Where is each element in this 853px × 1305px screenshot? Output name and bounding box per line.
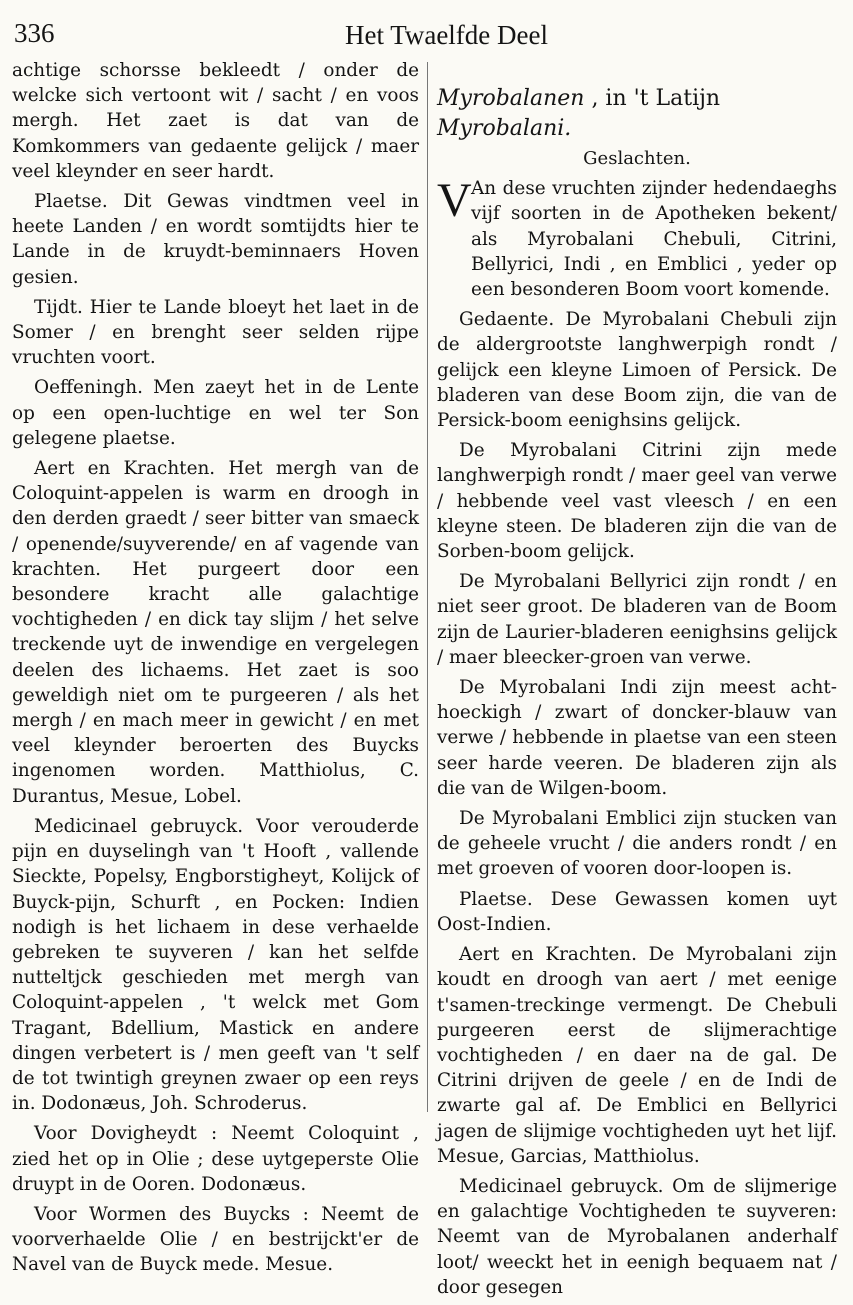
right-paragraph: Gedaente. De Myrobalani Chebuli zijn de aldergrootste langhwerpigh rondt / gelijck een kleyne Limoen of Persick. De bladeren van dese Boom zijn, die van de Persick-boom eenighsins gelijck. [437,309,837,432]
title-latin-word: Myrobalani. [437,116,572,141]
first-paragraph [437,176,837,302]
title-latin-italic: Myrobalanen [437,86,585,111]
right-paragraph: Aert en Krachten. De Myrobalani zijn koudt en droogh van aert / met eenige t'samen-treckinge vermengt. De Chebuli purgeeren eerst de slijmerachtige vochtigheden / en daer na de gal. De Citrini drijven de geele / en de Indi de zwarte gal af. De Emblici en Bellyrici jagen de slijmige vochtigheden uyt het lijf. Mesue, Garcias, Matthiolus. [437,944,837,1167]
left-paragraph: Oeffeningh. Men zaeyt het in de Lente op een open-luchtige en wel ter Son gelegene plaetse. [12,377,419,449]
subheading: Geslachten. [583,148,691,169]
running-title: Het Twaelfde Deel [344,20,548,50]
column-divider [427,62,428,1112]
left-paragraph: achtige schorsse bekleedt / onder de welcke sich vertoont wit / sacht / en voos mergh. Het zaet is dat van de Komkommers van gedaente gelijck / maer veel kleynder en seer hardt. [12,60,419,182]
left-column [12,58,419,1283]
right-paragraph: De Myrobalani Emblici zijn stucken van de geheele vrucht / die anders rondt / en met groeven of vooren door-loopen is. [437,808,837,880]
right-column [437,58,837,1305]
right-paragraph: Plaetse. Dese Gewassen komen uyt Oost-Indien. [437,888,837,935]
left-paragraph: Tijdt. Hier te Lande bloeyt het laet in de Somer / en brenght seer selden rijpe vruchten voort. [12,296,419,369]
right-paragraph: Medicinael gebruyck. Om de slijmerige en galachtige Vochtigheden te suyveren: Neemt van de Myrobalanen anderhalf loot/ weeckt het in eenigh bequaem nat / door gesegen [437,1175,837,1298]
left-paragraph: Voor Wormen des Buycks : Neemt de voorverhaelde Olie / en bestrijckt'er de Navel van de Buyck mede. Mesue. [12,1203,419,1276]
left-paragraph: Aert en Krachten. Het mergh van de Coloquint-appelen is warm en droogh in den derden graedt / seer bitter van smaeck / openende/suyverende/ en af vagende van krachten. Het purgeert door een besondere kracht alle galachtige vochtigheden / en dick tay slijm / het selve treckende uyt de inwendige en vergelegen deelen des lichaems. Het zaet is soo geweldigh niet om te purgeeren / als het mergh / en mach meer in gewicht / en met veel kleynder beroerten des Buycks ingenomen worden. Matthiolus, C. Durantus, Mesue, Lobel. [12,458,419,807]
title-rest: , in 't Latijn [591,86,721,111]
right-paragraph: De Myrobalani Citrini zijn mede langhwerpigh rondt / maer geel van verwe / hebbende veel vast vleesch / en een kleyne steen. De bladeren zijn die van de Sorben-boom gelijck. [437,440,837,563]
right-paragraph: De Myrobalani Bellyrici zijn rondt / en niet seer groot. De bladeren van de Boom zijn de Laurier-bladeren eenighsins gelijck / maer bleecker-groen van verwe. [437,571,837,668]
first-paragraph-text: An dese vruchten zijnder hedendaeghs vijf soorten in de Apotheken bekent/ als Myrobalani Chebuli, Citrini, Bellyrici, Indi , en Emblici , yeder op een besonderen Boom voort komende. [471,178,837,301]
section-title [437,84,837,144]
left-paragraph: Medicinael gebruyck. Voor verouderde pijn en duyselingh van 't Hooft , vallende Sieckte, Popelsy, Engborstigheyt, Kolijck of Buyck-pijn, Schurft , en Pocken: Indien nodigh is het lichaem in dese verhaelde gebreken te suyveren / kan het selfde nutteltjck geschieden met mergh van Coloquint-appelen , 't welck met Gom Tragant, Bdellium, Mastick en andere dingen verbetert is / men geeft van 't self de tot twintigh greynen zwaer op een reys in. Dodonæus, Joh. Schroderus. [12,815,419,1115]
left-paragraph: Voor Dovigheydt : Neemt Coloquint , zied het op in Olie ; dese uytgeperste Olie druypt in de Ooren. Dodonæus. [12,1123,419,1195]
drop-cap: V [437,174,472,228]
page-number: 336 [14,18,55,48]
left-paragraph: Plaetse. Dit Gewas vindtmen veel in heete Landen / en wordt somtijdts hier te Lande in de kruydt-beminnaers Hoven gesien. [12,191,419,288]
right-paragraph: De Myrobalani Indi zijn meest acht-hoeckigh / zwart of doncker-blauw van verwe / hebbende in plaetse van een steen seer harde veeren. De bladeren zijn als die van de Wilgen-boom. [437,677,837,799]
